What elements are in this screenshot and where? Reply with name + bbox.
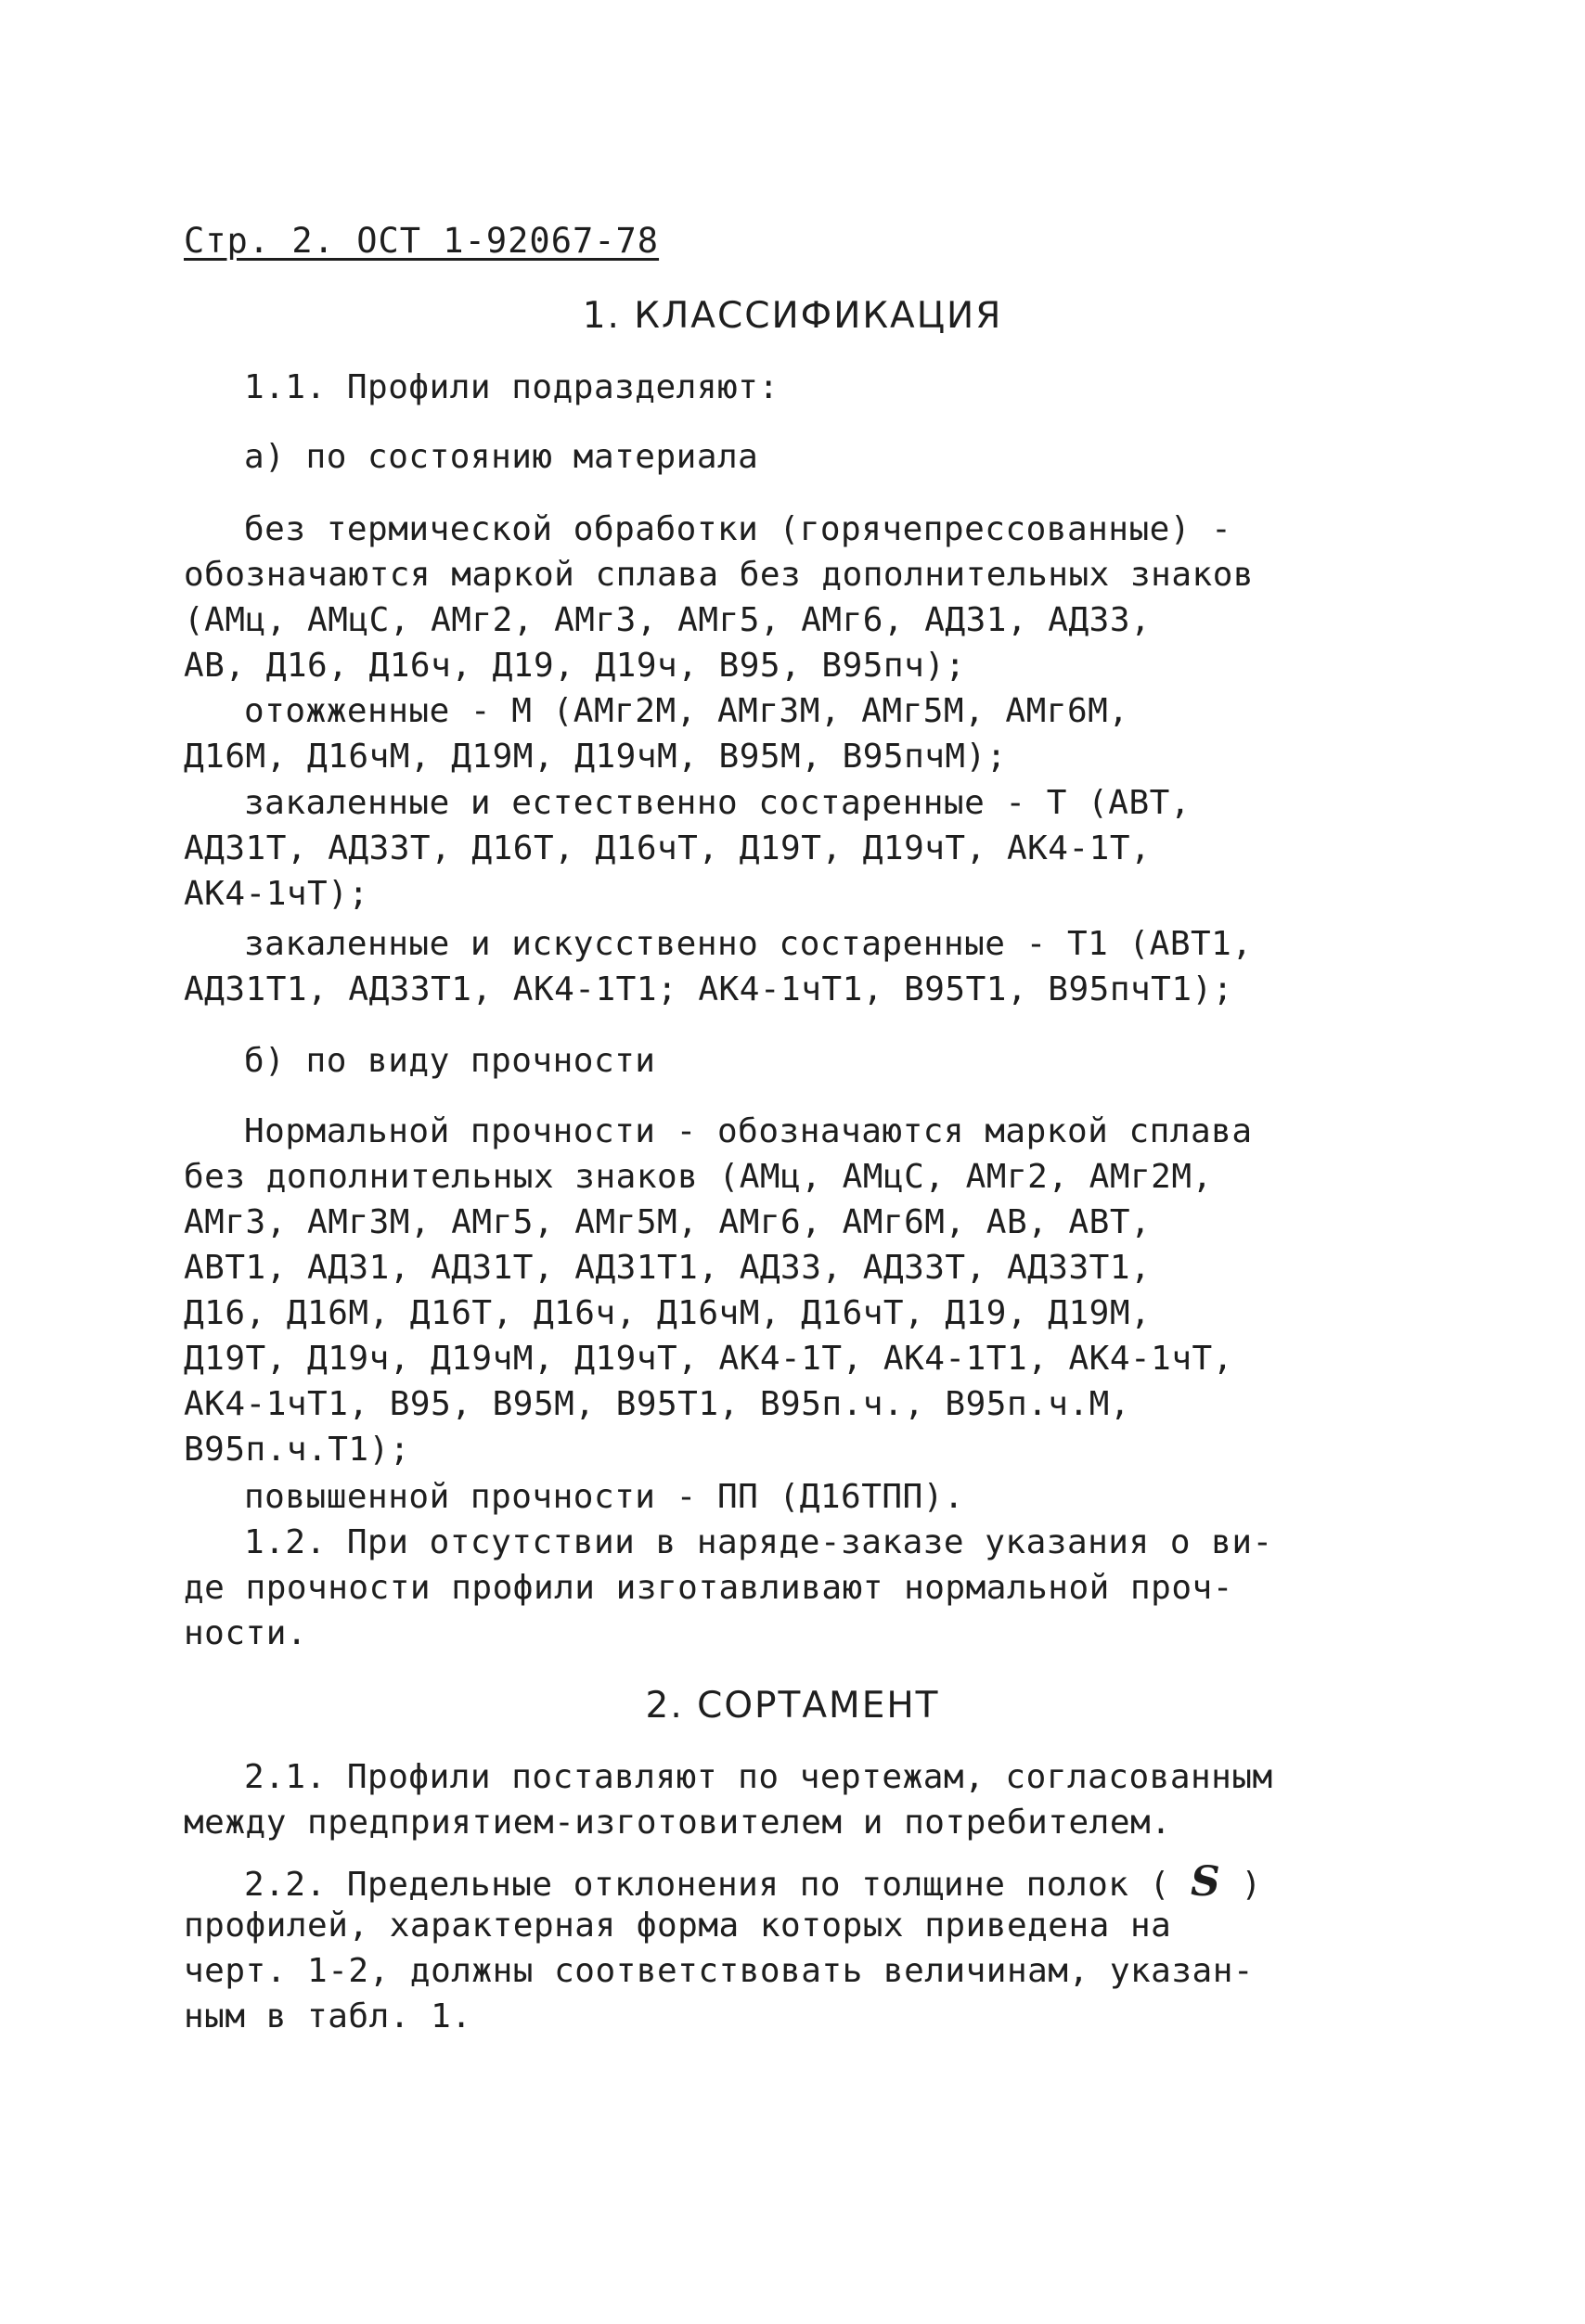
paragraph-line: черт. 1-2, должны соответствовать величинам, указан- [184, 1952, 1255, 1990]
paragraph-line: Д16, Д16М, Д16Т, Д16ч, Д16чМ, Д16чТ, Д19, Д19М, [184, 1294, 1152, 1332]
paragraph-line: АМг3, АМг3М, АМг5, АМг5М, АМг6, АМг6М, АВ, АВТ, [184, 1203, 1152, 1241]
paragraph-line: обозначаются маркой сплава без дополнительных знаков [184, 556, 1255, 594]
paragraph-line: 1.1. Профили подразделяют: [244, 368, 780, 406]
section-title-assortment: 2. СОРТАМЕНТ [645, 1685, 940, 1727]
paragraph-line: без дополнительных знаков (АМц, АМцС, АМг2, АМг2М, [184, 1158, 1213, 1196]
section-title-classification: 1. КЛАССИФИКАЦИЯ [582, 295, 1003, 337]
paragraph-line: Нормальной прочности - обозначаются маркой сплава [244, 1112, 1253, 1150]
thickness-symbol: S [1191, 1858, 1221, 1906]
paragraph-text: ) [1241, 1866, 1262, 1904]
paragraph-line: ности. [184, 1614, 308, 1652]
page-header: Стр. 2. ОСТ 1-92067-78 [184, 221, 660, 261]
paragraph-line: АД31Т, АД33Т, Д16Т, Д16чТ, Д19Т, Д19чТ, АК4-1Т, [184, 829, 1152, 867]
paragraph-line: АВТ1, АД31, АД31Т, АД31Т1, АД33, АД33Т, АД33Т1, [184, 1249, 1152, 1287]
paragraph-line: повышенной прочности - ПП (Д16ТПП). [244, 1478, 965, 1516]
paragraph-line: без термической обработки (горячепрессованные) - [244, 510, 1232, 548]
paragraph-line: между предприятием-изготовителем и потребителем. [184, 1804, 1172, 1842]
paragraph-line: де прочности профили изготавливают нормальной проч- [184, 1569, 1233, 1607]
paragraph-text: 2.2. Предельные отклонения по толщине полок ( [244, 1866, 1170, 1904]
paragraph-line: 1.2. При отсутствии в наряде-заказе указания о ви- [244, 1523, 1273, 1561]
paragraph-line: АК4-1чТ1, В95, В95М, В95Т1, В95п.ч., В95п.ч.М, [184, 1385, 1130, 1423]
paragraph-line: профилей, характерная форма которых приведена на [184, 1907, 1172, 1945]
paragraph-line [244, 1858, 1262, 1906]
paragraph-line: ным в табл. 1. [184, 1997, 472, 2035]
paragraph-line: АК4-1чТ); [184, 875, 369, 913]
paragraph-line: АД31Т1, АД33Т1, АК4-1Т1; АК4-1чТ1, В95Т1, В95пчТ1); [184, 970, 1233, 1008]
paragraph-line: В95п.ч.Т1); [184, 1431, 410, 1469]
paragraph-line: закаленные и естественно состаренные - Т (АВТ, [244, 784, 1191, 822]
paragraph-line: Д19Т, Д19ч, Д19чМ, Д19чТ, АК4-1Т, АК4-1Т1, АК4-1чТ, [184, 1340, 1233, 1378]
paragraph-line: отожженные - М (АМг2М, АМг3М, АМг5М, АМг6М, [244, 692, 1129, 730]
paragraph-line: б) по виду прочности [244, 1042, 656, 1080]
paragraph-line: (АМц, АМцС, АМг2, АМг3, АМг5, АМг6, АД31, АД33, [184, 601, 1152, 639]
paragraph-line: а) по состоянию материала [244, 438, 759, 476]
paragraph-line: Д16М, Д16чМ, Д19М, Д19чМ, В95М, В95пчМ); [184, 738, 1007, 776]
paragraph-line: АВ, Д16, Д16ч, Д19, Д19ч, В95, В95пч); [184, 647, 966, 685]
paragraph-line: 2.1. Профили поставляют по чертежам, согласованным [244, 1758, 1273, 1796]
paragraph-line: закаленные и искусственно состаренные - Т1 (АВТ1, [244, 925, 1253, 963]
